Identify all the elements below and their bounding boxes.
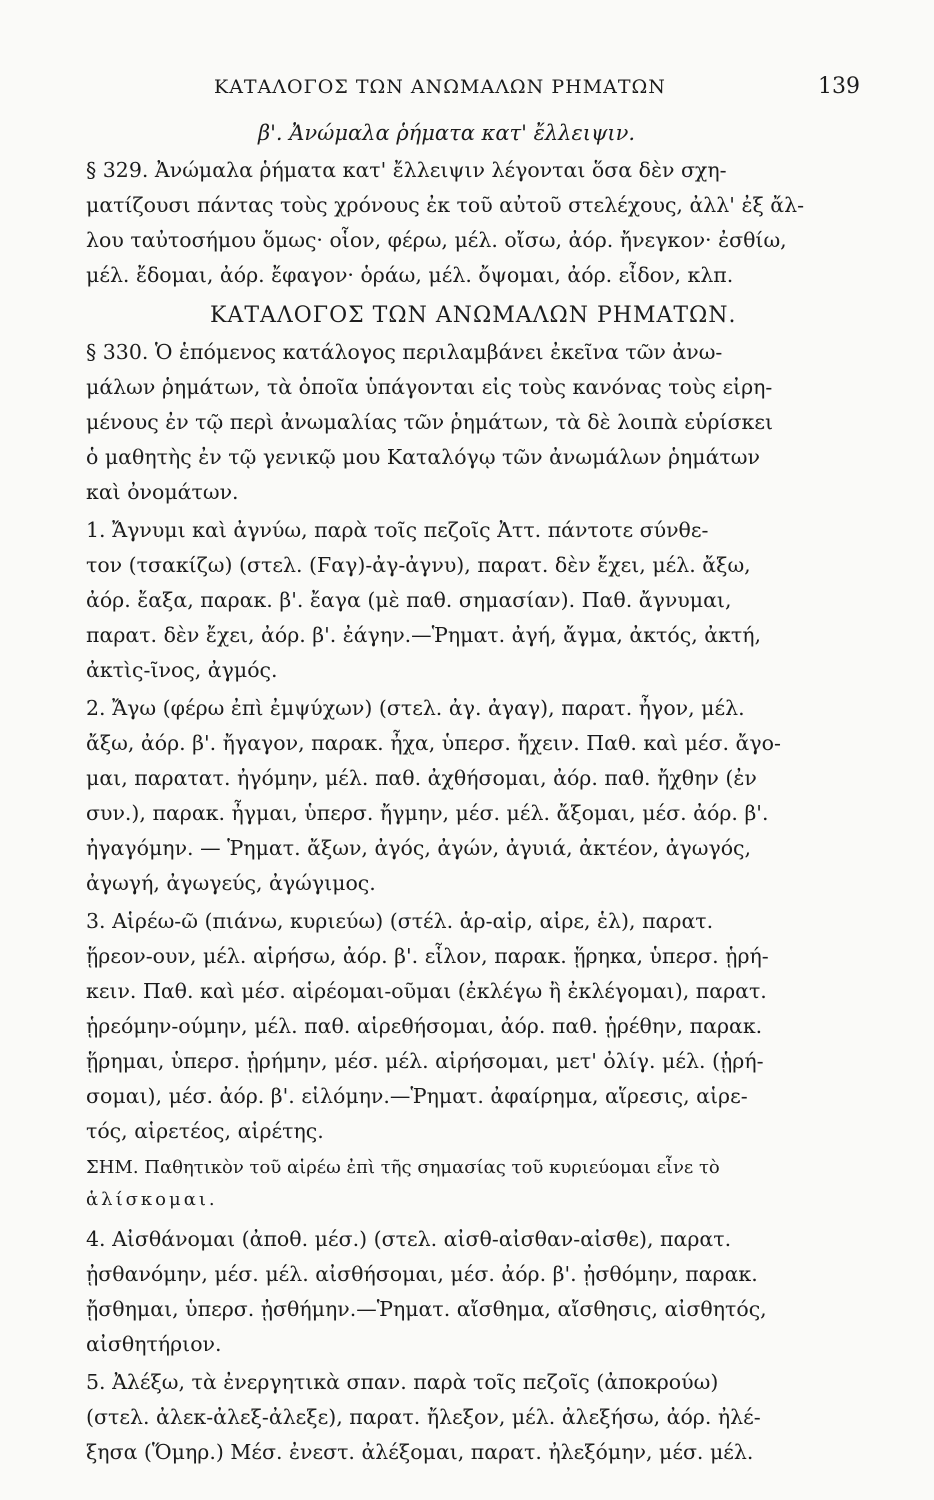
paragraph-line: λου ταὐτοσήμου ὅμως· οἷον, φέρω, μέλ. οἴσω, ἀόρ. ἤνεγκον· ἐσθίω,: [86, 228, 787, 252]
running-title: ΚΑΤΑΛΟΓΟΣ ΤΩΝ ΑΝΩΜΑΛΩΝ ΡΗΜΑΤΩΝ: [214, 76, 666, 98]
note-line: ἁλίσκομαι.: [86, 1189, 218, 1210]
entry-line: σομαι), μέσ. ἀόρ. β'. εἱλόμην.—Ῥηματ. ἀφαίρημα, αἵρεσις, αἱρε-: [86, 1084, 748, 1108]
entry-line: ἀκτὶς-ῖνος, ἀγμός.: [86, 658, 278, 682]
paragraph-line: § 329. Ἀνώμαλα ῥήματα κατ' ἔλλειψιν λέγονται ὅσα δὲν σχη-: [86, 158, 727, 182]
entry-line: ᾕρεον-ουν, μέλ. αἱρήσω, ἀόρ. β'. εἷλον, παρακ. ᾕρηκα, ὑπερσ. ᾑρή-: [86, 944, 769, 968]
paragraph-line: μέλ. ἔδομαι, ἀόρ. ἔφαγον· ὁράω, μέλ. ὄψομαι, ἀόρ. εἶδον, κλπ.: [86, 263, 734, 287]
entry-line: ξησα (Ὅμηρ.) Μέσ. ἐνεστ. ἀλέξομαι, παρατ. ἠλεξόμην, μέσ. μέλ.: [86, 1440, 754, 1464]
catalog-title: ΚΑΤΑΛΟΓΟΣ ΤΩΝ ΑΝΩΜΑΛΩΝ ΡΗΜΑΤΩΝ.: [210, 303, 737, 328]
entry-line: ᾔσθημαι, ὑπερσ. ᾐσθήμην.—Ῥηματ. αἴσθημα, αἴσθησις, αἰσθητός,: [86, 1297, 767, 1321]
entry-line: ᾐσθανόμην, μέσ. μέλ. αἰσθήσομαι, μέσ. ἀόρ. β'. ᾐσθόμην, παρακ.: [86, 1262, 758, 1286]
paragraph-line: ματίζουσι πάντας τοὺς χρόνους ἐκ τοῦ αὐτοῦ στελέχους, ἀλλ' ἐξ ἄλ-: [86, 193, 805, 217]
section-heading: β'. Ἀνώμαλα ῥήματα κατ' ἔλλειψιν.: [258, 121, 636, 145]
entry-line: 3. Αἱρέω-ῶ (πιάνω, κυριεύω) (στέλ. ἁρ-αἱρ, αἱρε, ἑλ), παρατ.: [86, 909, 714, 933]
entry-line: αἰσθητήριον.: [86, 1332, 222, 1356]
paragraph-line: § 330. Ὁ ἑπόμενος κατάλογος περιλαμβάνει ἐκεῖνα τῶν ἀνω-: [86, 340, 723, 364]
note-line: ΣΗΜ. Παθητικὸν τοῦ αἱρέω ἐπὶ τῆς σημασίας τοῦ κυριεύομαι εἶνε τὸ: [86, 1157, 720, 1178]
entry-line: 2. Ἄγω (φέρω ἐπὶ ἐμψύχων) (στελ. ἀγ. ἀγαγ), παρατ. ἦγον, μέλ.: [86, 696, 745, 720]
entry-line: κειν. Παθ. καὶ μέσ. αἱρέομαι-οῦμαι (ἐκλέγω ἢ ἐκλέγομαι), παρατ.: [86, 979, 767, 1003]
entry-line: ᾕρημαι, ὑπερσ. ᾑρήμην, μέσ. μέλ. αἱρήσομαι, μετ' ὀλίγ. μέλ. (ᾑρή-: [86, 1049, 764, 1073]
paragraph-line: ὁ μαθητὴς ἐν τῷ γενικῷ μου Καταλόγῳ τῶν ἀνωμάλων ῥημάτων: [86, 445, 760, 469]
entry-line: 1. Ἄγνυμι καὶ ἀγνύω, παρὰ τοῖς πεζοῖς Ἀττ. πάντοτε σύνθε-: [86, 518, 709, 542]
paragraph-line: καὶ ὀνομάτων.: [86, 480, 239, 504]
entry-line: μαι, παρατατ. ἠγόμην, μέλ. παθ. ἀχθήσομαι, ἀόρ. παθ. ἤχθην (ἐν: [86, 766, 757, 790]
entry-line: ἀγωγή, ἀγωγεύς, ἀγώγιμος.: [86, 871, 376, 895]
entry-line: συν.), παρακ. ἦγμαι, ὑπερσ. ἤγμην, μέσ. μέλ. ἄξομαι, μέσ. ἀόρ. β'.: [86, 801, 769, 825]
paragraph-line: μάλων ῥημάτων, τὰ ὁποῖα ὑπάγονται εἰς τοὺς κανόνας τοὺς εἰρη-: [86, 375, 773, 399]
entry-line: (στελ. ἀλεκ-ἀλεξ-ἀλεξε), παρατ. ἤλεξον, μέλ. ἀλεξήσω, ἀόρ. ἠλέ-: [86, 1405, 761, 1429]
entry-line: 5. Ἀλέξω, τὰ ἐνεργητικὰ σπαν. παρὰ τοῖς πεζοῖς (ἀποκρούω): [86, 1370, 719, 1394]
entry-line: ἀόρ. ἔαξα, παρακ. β'. ἔαγα (μὲ παθ. σημασίαν). Παθ. ἄγνυμαι,: [86, 588, 732, 612]
entry-line: ἠγαγόμην. — Ῥηματ. ἄξων, ἀγός, ἀγών, ἀγυιά, ἀκτέον, ἀγωγός,: [86, 836, 752, 860]
entry-line: 4. Αἰσθάνομαι (ἀποθ. μέσ.) (στελ. αἰσθ-αἰσθαν-αἰσθε), παρατ.: [86, 1227, 732, 1251]
entry-line: παρατ. δὲν ἔχει, ἀόρ. β'. ἐάγην.—Ῥηματ. ἀγή, ἄγμα, ἀκτός, ἀκτή,: [86, 623, 762, 647]
entry-line: τον (τσακίζω) (στελ. (Ϝαγ)-ἀγ-ἀγνυ), παρατ. δὲν ἔχει, μέλ. ἄξω,: [86, 553, 751, 577]
page-number: 139: [818, 74, 860, 99]
entry-line: τός, αἱρετέος, αἱρέτης.: [86, 1119, 324, 1143]
entry-line: ᾑρεόμην-ούμην, μέλ. παθ. αἱρεθήσομαι, ἀόρ. παθ. ᾑρέθην, παρακ.: [86, 1014, 763, 1038]
entry-line: ἄξω, ἀόρ. β'. ἤγαγον, παρακ. ἦχα, ὑπερσ. ἤχειν. Παθ. καὶ μέσ. ἄγο-: [86, 731, 781, 755]
paragraph-line: μένους ἐν τῷ περὶ ἀνωμαλίας τῶν ῥημάτων, τὰ δὲ λοιπὰ εὑρίσκει: [86, 410, 774, 434]
